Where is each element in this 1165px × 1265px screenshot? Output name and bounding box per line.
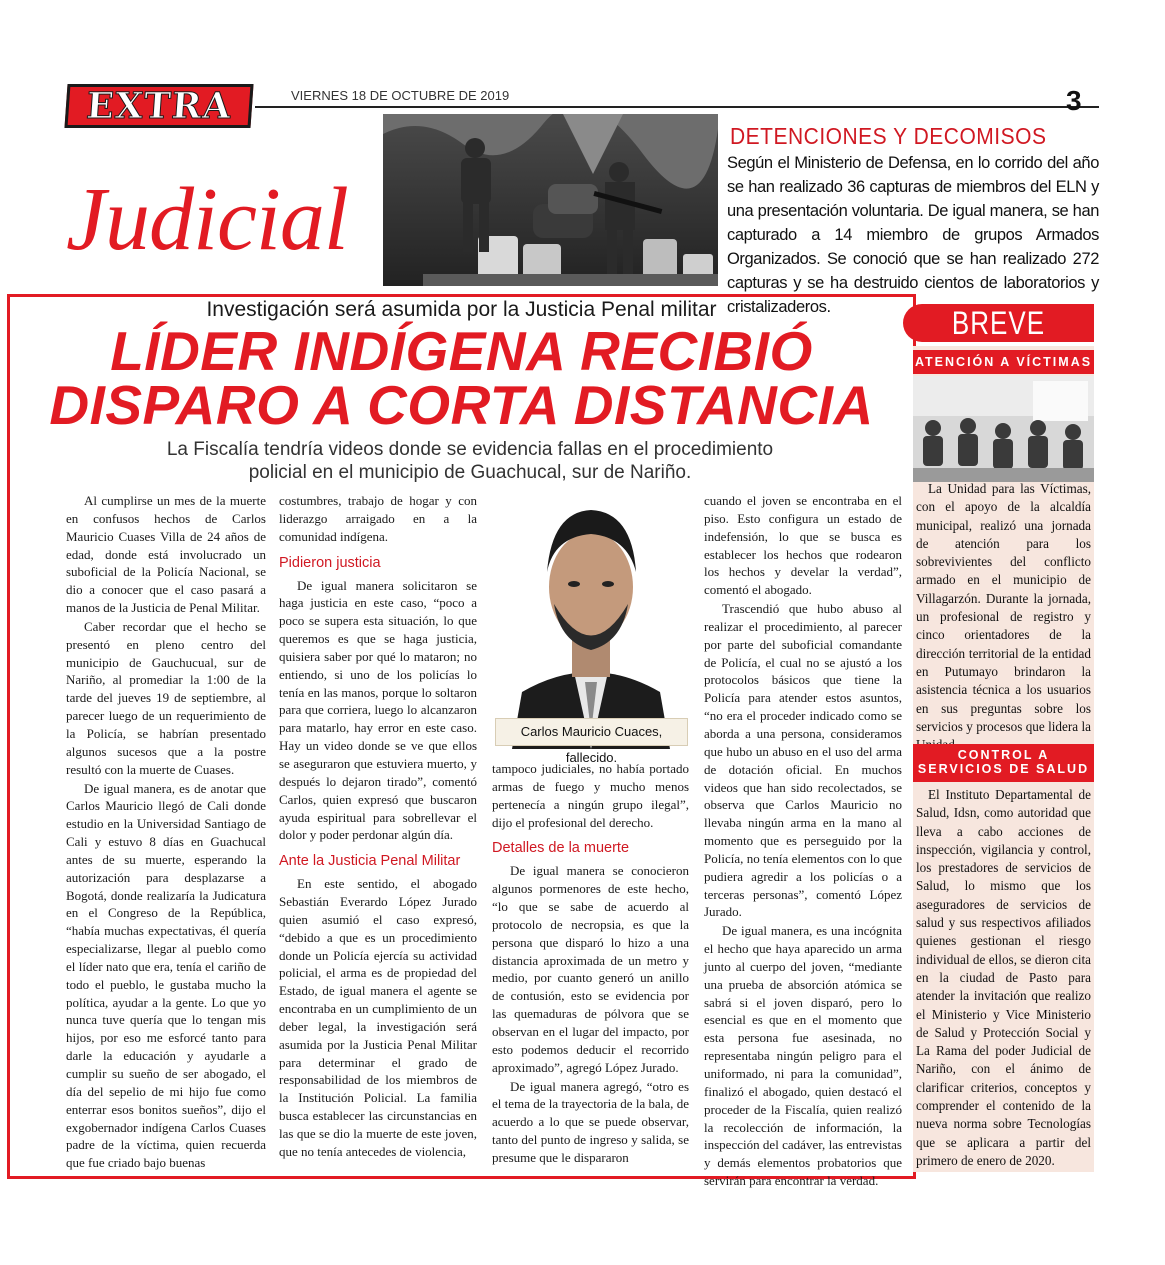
victim-portrait bbox=[492, 492, 690, 749]
article-kicker: Investigación será asumida por la Justicia Penal militar bbox=[206, 298, 717, 321]
paragraph: En este sentido, el abogado Sebastián Everardo López Jurado quien asumió el caso expresó, “debido a que es un procedimiento donde un Policía ejercía su actividad policial, el arma es de propiedad del Estado, de igual manera el agente se encontraba en un cumplimiento de un deber legal, la investigación será asumida por la Justicia Penal Militar para determinar el grado de responsabilidad de los miembros de la Institución Policial. La familia busca establecer las circunstancias en las que se dio la muerte de este joven, que no tenía antecedes de violencia, bbox=[279, 876, 477, 1159]
paragraph: De igual manera agregó, “otro es el tema de la trayectoria de la bala, de acuerdo a lo que se puede observar, tanto del punto de ingreso y salida, se presume que le dispararon bbox=[492, 1078, 689, 1165]
photo-caption: Carlos Mauricio Cuaces, fallecido. bbox=[495, 718, 688, 746]
extra-logo bbox=[64, 84, 253, 128]
health-heading: CONTROL A SERVICIOS DE SALUD bbox=[913, 744, 1094, 782]
paragraph: La Unidad para las Víctimas, con el apoyo de la alcaldía municipal, realizó una jornada de atención para los sobrevivientes del conflicto armado en el municipio de Villagarzón. Durante la jornada, un profesional de registro y cinco orientadores de la dirección territorial de la entidad en Putumayo brindaron la asistencia técnica a los usuarios en sus preguntas sobre los servicios y procesos que lidera la bbox=[916, 481, 1091, 734]
detentions-title: DETENCIONES Y DECOMISOS bbox=[730, 124, 1047, 150]
detentions-body: Según el Ministerio de Defensa, en lo corrido del año se han realizado 36 capturas de miembros del ELN y una presentación voluntaria. De igual manera, se han capturado a 14 miembro de grupos Armados Organizados. Se conoció que se han realizado 272 capturas y se ha destruido cientos de laboratorios y cristalizaderos. bbox=[727, 154, 1099, 316]
headline-line-2: DISPARO A CORTA DISTANCIA bbox=[49, 374, 874, 436]
paragraph: El Instituto Departamental de Salud, Idsn, como autoridad que lleva a cabo acciones de inspección, vigilancia y control, los prestadores de servicios de Salud, lo mismo que los aseguradores de servicios de salud y sus respectivos afiliados quienes gestionan el riesgo individual de ellos, se dieron cita en la ciudad de Pasto para atender la invitación que realizo el Ministerio y Vice Ministerio de Salud y Protección Social y La Rama del poder Judicial de Nariño, con el ánimo de clarificar criterios, conceptos y comprender el contenido de la nueva norma sobre Tecnologías que se aplicara a partir del primero de enero de 2020. bbox=[916, 787, 1091, 1168]
article-column-1 bbox=[66, 492, 266, 1173]
brand-text: EXTRA bbox=[85, 85, 233, 127]
paragraph: tampoco judiciales, no había portado armas de fuego y mucho menos pertenecía a ningún grupo ilegal”, dijo el profesional del derecho. bbox=[492, 761, 689, 830]
article-column-2 bbox=[279, 492, 477, 1162]
breve-label bbox=[903, 304, 1094, 342]
health-body bbox=[916, 786, 1091, 1170]
paragraph: Al cumplirse un mes de la muerte en confusos hechos de Carlos Mauricio Cuases Villa de 24 años de edad, donde está involucrado un suboficial de la Policía Nacional, se dio a conocer que el caso pasará a manos de la Justicia de Penal Militar. bbox=[66, 493, 266, 616]
subheading-justicia-penal-militar: Ante la Justicia Penal Militar bbox=[279, 853, 461, 870]
victims-photo bbox=[913, 376, 1094, 482]
paragraph: De igual manera, es de anotar que Carlos Mauricio llegó de Cali donde estudio en la Universidad Santiago de Cali y estuvo 8 días en Guachucal antes de su muerte, esperando la autorización para desplazarse a Bogotá, donde realizaría la Judicatura en el Congreso de la República, “había muchas expectativas, él quería especializarse, llegar al pueblo como el líder nato que era, tenía el cariño de todo el pueblo, le gustaba mucho la política, ayudar a la gente. Lo que yo nunca tuve quería que lo tengan mis hijos, por eso me esforcé tanto para darle la educación y ayudarle a cumplir su sueño de ser abogado, el día del sepelio de mi hijo fue como enterrar esos bonitos sueños”, dijo el exgobernador indígena Carlos Cuases padre de la víctima, quien recuerda que fue criado bajo buenas bbox=[66, 780, 266, 1171]
subheading-detalles-muerte: Detalles de la muerte bbox=[492, 840, 630, 857]
section-title: Judicial bbox=[66, 170, 348, 269]
paragraph: De igual manera se conocieron algunos pormenores de este hecho, “lo que se sabe de acuerdo al protocolo de necropsia, es que la persona que disparó lo hizo a una distancia aproximada de un metro y medio, por cuanto generó un anillo de contusión, esto se evidencia por las quemaduras de pólvora que se observan en el lugar del impacto, por esto podemos deducir el recorrido aproximado”, agregó López Jurado. bbox=[492, 863, 689, 1075]
headline-line-1: LÍDER INDÍGENA RECIBIÓ bbox=[110, 320, 813, 382]
article-headline bbox=[7, 320, 916, 436]
issue-date: VIERNES 18 DE OCTUBRE DE 2019 bbox=[291, 88, 510, 103]
paragraph: De igual manera solicitaron se haga justicia en este caso, “poco a poco se supera esta situación, lo que queremos es que se haga justicia, quisiera saber por qué lo mataron; no entiendo, si uno de los policías lo tenía en las manos, porque lo soltaron para que corriera, luego lo alcanzaron para matarlo, hay error en este caso. Hay un video donde se ve que ellos se aseguraron que estuviera muerto, y después lo dejaron tirado”, comentó Carlos, quien expresó que buscaron ayuda espiritual para sobrellevar el dolor y poder perdonar algún día. bbox=[279, 577, 477, 843]
page-number: 3 bbox=[1066, 85, 1082, 116]
subheading-pidieron-justicia: Pidieron justicia bbox=[279, 554, 381, 571]
victims-heading: ATENCIÓN A VÍCTIMAS bbox=[913, 350, 1094, 374]
paragraph: Trascendió que hubo abuso al realizar el procedimiento, al parecer por parte del suboficial comandante de Policía, el cual no se ajustó a los protocolos básicos que tiene la Policía para atender estos asuntos, “no era el proceder indicado como se aborda a una persona, consideramos que hubo un abuso en el uso del arma de dotación oficial. En muchos videos que han sido recolectados, se observa que Carlos Mauricio no llevaba ningún arma en la mano al momento que es perseguido por la Policía, no tenía elementos con lo que pudiera agredir a los policías o a terceras personas”, comentó López Jurado. bbox=[704, 601, 902, 920]
article-column-4 bbox=[704, 492, 902, 1191]
article-subtitle: La Fiscalía tendría videos donde se evidencia fallas en el procedimiento policial en el municipio de Guachucal, sur de Nariño. bbox=[166, 439, 774, 483]
paragraph: Caber recordar que el hecho se presentó en pleno centro del municipio de Gauchucual, sur de Nariño, al promediar la 1:00 de la tarde del jueves 19 de septiembre, al parecer luego de un requerimiento de la Policía, se habrían presentado algunos sucesos que a la postre resultó con la muerte de Cuases. bbox=[66, 618, 266, 777]
paragraph: cuando el joven se encontraba en el piso. Esto configura un estado de indefensión, lo que se busca es establecer los hechos que rodearon los hechos y develar la verdad”, comentó el abogado. bbox=[704, 493, 902, 598]
soldiers-photo bbox=[383, 114, 718, 286]
paragraph: costumbres, trabajo de hogar y con liderazgo arraigado en a la comunidad indígena. bbox=[279, 493, 477, 544]
article-column-3 bbox=[492, 760, 689, 1168]
header-divider bbox=[255, 106, 1099, 108]
breve-text: BREVE bbox=[951, 303, 1046, 342]
paragraph: De igual manera, es una incógnita el hecho que haya aparecido un arma junto al cuerpo del joven, “mediante una prueba de absorción atómica se sabrá si el joven disparó, pero lo esencial es que en el momento que esta persona fue asesinada, no representaba ningún peligro para el uniformado, ni para la comunidad”, finalizó el abogado, quien destacó el proceder de la Fiscalía, quien realizó la recolección de información, la inspección del cadáver, las entrevistas y demás elementos probatorios que servirán para encontrar la verdad. bbox=[704, 923, 902, 1189]
victims-body bbox=[916, 480, 1091, 754]
